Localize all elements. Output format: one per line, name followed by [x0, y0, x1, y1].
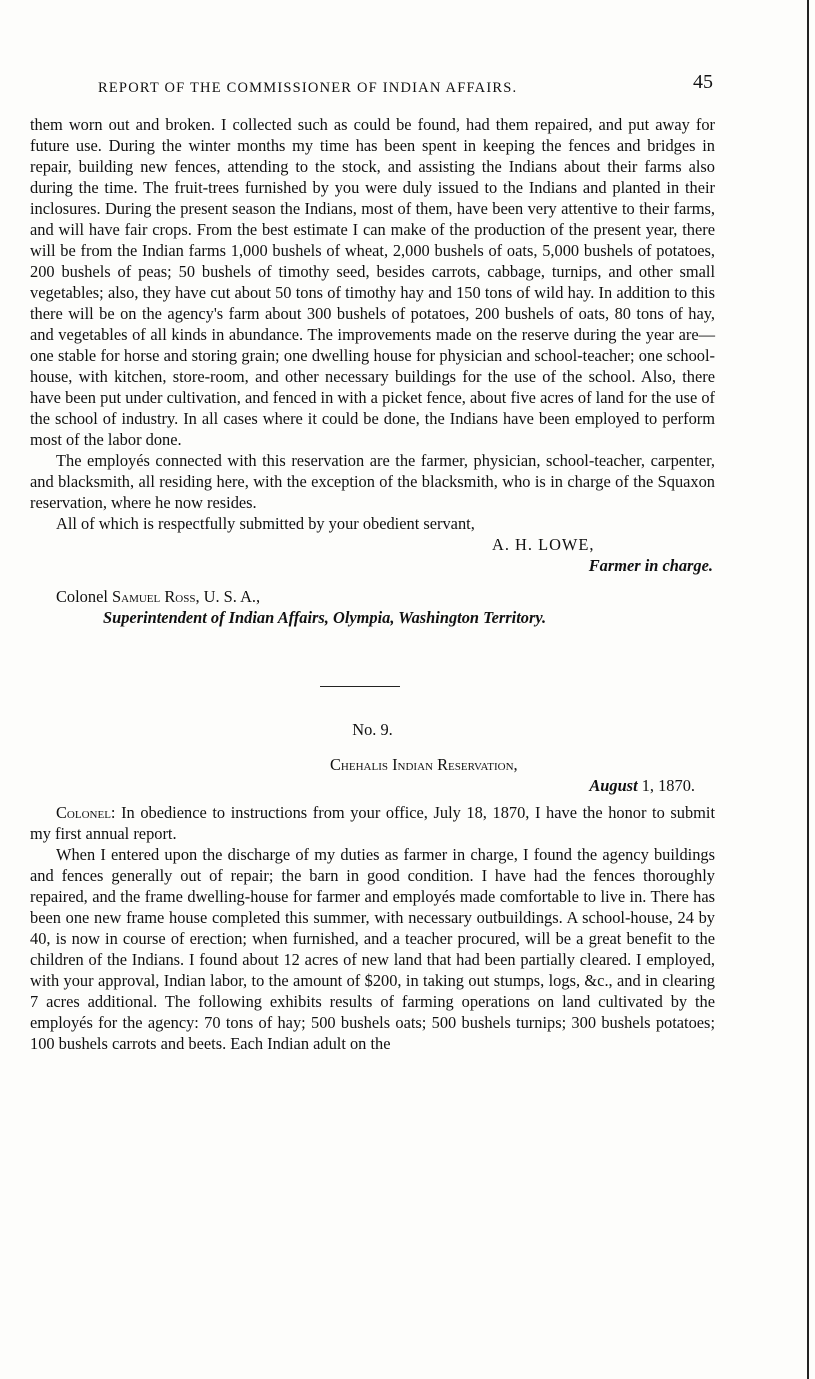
addressee-office: Superintendent of Indian Affairs, Olympia, Washington Territory. [103, 608, 547, 627]
signer-name: A. H. LOWE, [492, 535, 595, 554]
document-number: No. 9. [352, 720, 393, 739]
letter2-date [30, 775, 715, 796]
document-page [30, 70, 715, 1054]
letter2-place: Chehalis Indian Reservation, [330, 755, 518, 774]
date-rest: 1, 1870. [637, 776, 695, 795]
signer-title: Farmer in charge. [588, 556, 713, 575]
section-divider [320, 686, 400, 687]
salutation: Colonel [56, 803, 111, 822]
letter2-paragraph-1-text: : In obedience to instructions from your office, July 18, 1870, I have the honor to submit my first annual report. [30, 803, 715, 843]
addressee-prefix: Colonel [56, 587, 108, 606]
running-header [30, 70, 715, 100]
addressee-name: Samuel Ross [112, 587, 196, 606]
running-title: REPORT OF THE COMMISSIONER OF INDIAN AFFAIRS. [98, 80, 518, 96]
letter2-paragraph-1 [30, 802, 715, 844]
addressee-line [30, 586, 715, 607]
addressee-suffix: , U. S. A., [195, 587, 261, 606]
letter1-paragraph-1: them worn out and broken. I collected such as could be found, had them repaired, and put away for future use. During the winter months my time has been spent in keeping the fences and bridges in repair, building new fences, attending to the stock, and assisting the Indians about their farms also during the time. The fruit-trees furnished by you were duly issued to the Indians and planted in their inclosures. During the present season the Indians, most of them, have been very attentive to their farms, and will have fair crops. From the best estimate I can make of the production of the present year, there will be from the Indian farms 1,000 bushels of wheat, 2,000 bushels of oats, 5,000 bushels of potatoes, 200 bushels of peas; 50 bushels of timothy seed, besides carrots, cabbage, turnips, and other small vegetables; also, they have cut about 50 tons of timothy hay and 150 tons of wild hay. In addition to this there will be on the agency's farm about 300 bushels of potatoes, 200 bushels of oats, 80 tons of hay, and vegetables of all kinds in abundance. The improvements made on the reserve during the year are—one stable for horse and storing grain; one dwelling house for physician and school-teacher; one school-house, with kitchen, store-room, and other necessary buildings for the use of the school. Also, there have been put under cultivation, and fenced in with a picket fence, about five acres of land for the use of the school of industry. In all cases where it could be done, the Indians have been employed to perform most of the labor done. [30, 115, 715, 449]
letter1-paragraph-2: The employés connected with this reservation are the farmer, physician, school-teacher, carpenter, and blacksmith, all residing here, with the exception of the blacksmith, who is in charge of the Squaxon reservation, where he now resides. [30, 451, 715, 512]
letter1-closing: All of which is respectfully submitted by your obedient servant, [56, 514, 475, 533]
page-edge-line [807, 0, 809, 1379]
page-number: 45 [693, 71, 713, 93]
date-month: August [589, 776, 638, 795]
letter2-paragraph-2: When I entered upon the discharge of my duties as farmer in charge, I found the agency buildings and fences generally out of repair; the barn in good condition. I have had the fences thoroughly repaired, and the frame dwelling-house for farmer and employés made comfortable to live in. There has been one new frame house completed this summer, with necessary outbuildings. A school-house, 24 by 40, is now in course of erection; when furnished, and a teacher procured, will be a great benefit to the children of the Indians. I found about 12 acres of new land that had been partially cleared. I employed, with your approval, Indian labor, to the amount of $200, in taking out stumps, logs, &c., and in clearing 7 acres additional. The following exhibits results of farming operations on land cultivated by the employés for the agency: 70 tons of hay; 500 bushels oats; 500 bushels turnips; 300 bushels potatoes; 100 bushels carrots and beets. Each Indian adult on the [30, 845, 715, 1053]
